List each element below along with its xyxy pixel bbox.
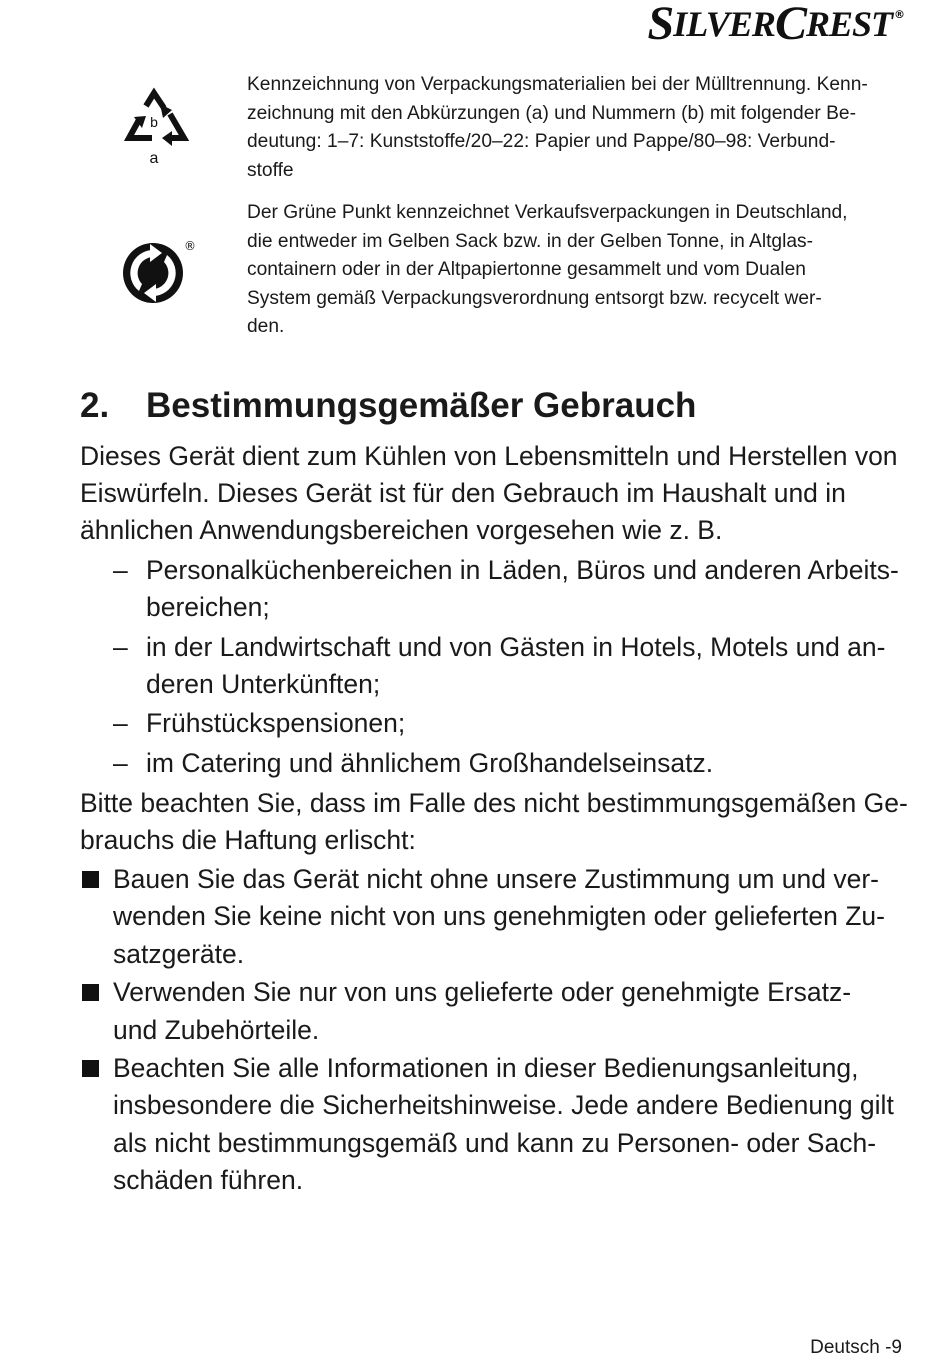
page-footer: Deutsch -9 xyxy=(810,1337,902,1358)
brand-logo-letter: C xyxy=(774,0,806,50)
green-dot-icon xyxy=(120,236,194,306)
section-heading xyxy=(80,384,696,428)
list-item-line: satzgeräte. xyxy=(113,938,245,969)
notice-line: brauchs die Haftung erlischt: xyxy=(80,825,416,856)
dash-marker: – xyxy=(113,708,128,739)
list-item-line: als nicht bestimmungsgemäß und kann zu Personen- oder Sach- xyxy=(113,1127,877,1158)
brand-logo-letters: REST xyxy=(805,4,892,44)
notice-line: Bitte beachten Sie, dass im Falle des nicht bestimmungsgemäßen Ge- xyxy=(80,787,908,818)
list-item-line: Bauen Sie das Gerät nicht ohne unsere Zustimmung um und ver- xyxy=(113,864,879,895)
dash-marker: – xyxy=(113,631,128,662)
dash-marker: – xyxy=(113,748,128,779)
recycling-text-line: stoffe xyxy=(247,159,294,181)
intro-line: Dieses Gerät dient zum Kühlen von Lebensmitteln und Herstellen von xyxy=(80,441,898,471)
list-item-line: deren Unterkünften; xyxy=(146,668,381,699)
list-item xyxy=(80,629,910,703)
recycling-triangle-icon xyxy=(122,88,190,170)
recycling-text-line: Kennzeichnung von Verpackungsmaterialien bei der Mülltrennung. Kenn- xyxy=(247,74,868,95)
square-bullet-icon xyxy=(82,984,99,1001)
green-dot-text-line: den. xyxy=(247,316,285,337)
recycling-label-b: b xyxy=(150,114,158,130)
list-item-line: bereichen; xyxy=(146,591,270,622)
green-dot-description xyxy=(247,199,897,342)
recycling-description xyxy=(247,71,897,185)
green-dot-registered-mark: ® xyxy=(184,239,196,253)
brand-logo xyxy=(647,0,904,50)
list-item xyxy=(80,974,910,1048)
list-item xyxy=(80,861,910,973)
green-dot-text-line: System gemäß Verpackungsverordnung entsorgt bzw. recycelt wer- xyxy=(247,287,822,309)
list-item-line: und Zubehörteile. xyxy=(113,1014,320,1045)
list-item-line: Personalküchenbereichen in Läden, Büros und anderen Arbeits- xyxy=(146,554,899,585)
list-item-line: im Catering und ähnlichem Großhandelseinsatz. xyxy=(146,748,714,779)
section-title: Bestimmungsgemäßer Gebrauch xyxy=(146,386,697,425)
recycling-text-line: zeichnung mit den Abkürzungen (a) und Nummern (b) mit folgender Be- xyxy=(247,102,856,124)
square-bullet-icon xyxy=(82,1060,99,1077)
usage-area-list xyxy=(80,552,910,783)
square-bullet-icon xyxy=(82,871,99,888)
recycling-text-line: deutung: 1–7: Kunststoffe/20–22: Papier und Pappe/80–98: Verbund- xyxy=(247,131,836,152)
intro-line: Eiswürfeln. Dieses Gerät ist für den Gebrauch im Haushalt und in xyxy=(80,478,846,509)
section-body xyxy=(80,438,910,1201)
green-dot-svg xyxy=(120,236,194,306)
list-item xyxy=(80,552,910,626)
recycling-triangle-svg xyxy=(122,88,190,170)
list-item xyxy=(80,1050,910,1199)
list-item xyxy=(80,705,910,742)
green-dot-text-line: die entweder im Gelben Sack bzw. in der Gelben Tonne, in Altglas- xyxy=(247,230,814,252)
intro-paragraph xyxy=(80,438,910,550)
recycling-label-a: a xyxy=(149,150,159,167)
list-item-line: in der Landwirtschaft und von Gästen in Hotels, Motels und an- xyxy=(146,631,886,662)
dash-marker: – xyxy=(113,554,128,585)
green-dot-text-line: Der Grüne Punkt kennzeichnet Verkaufsverpackungen in Deutschland, xyxy=(247,202,848,223)
list-item-line: Beachten Sie alle Informationen in dieser Bedienungsanleitung, xyxy=(113,1053,859,1084)
section-number: 2. xyxy=(80,386,110,425)
list-item-line: Verwenden Sie nur von uns gelieferte oder genehmigte Ersatz- xyxy=(113,977,852,1008)
list-item-line: Frühstückspensionen; xyxy=(146,708,406,739)
condition-list xyxy=(80,861,910,1199)
liability-notice xyxy=(80,785,910,859)
brand-logo-letters: ILVER xyxy=(673,4,775,44)
list-item-line: wenden Sie keine nicht von uns genehmigten oder gelieferten Zu- xyxy=(113,901,885,932)
brand-logo-letter: S xyxy=(647,0,674,50)
intro-line: ähnlichen Anwendungsbereichen vorgesehen wie z. B. xyxy=(80,515,723,546)
list-item-line: schäden führen. xyxy=(113,1164,304,1195)
list-item xyxy=(80,745,910,782)
list-item-line: insbesondere die Sicherheitshinweise. Jede andere Bedienung gilt xyxy=(113,1090,894,1121)
green-dot-text-line: containern oder in der Altpapiertonne gesammelt und vom Dualen xyxy=(247,259,806,280)
registered-mark: ® xyxy=(894,8,904,21)
